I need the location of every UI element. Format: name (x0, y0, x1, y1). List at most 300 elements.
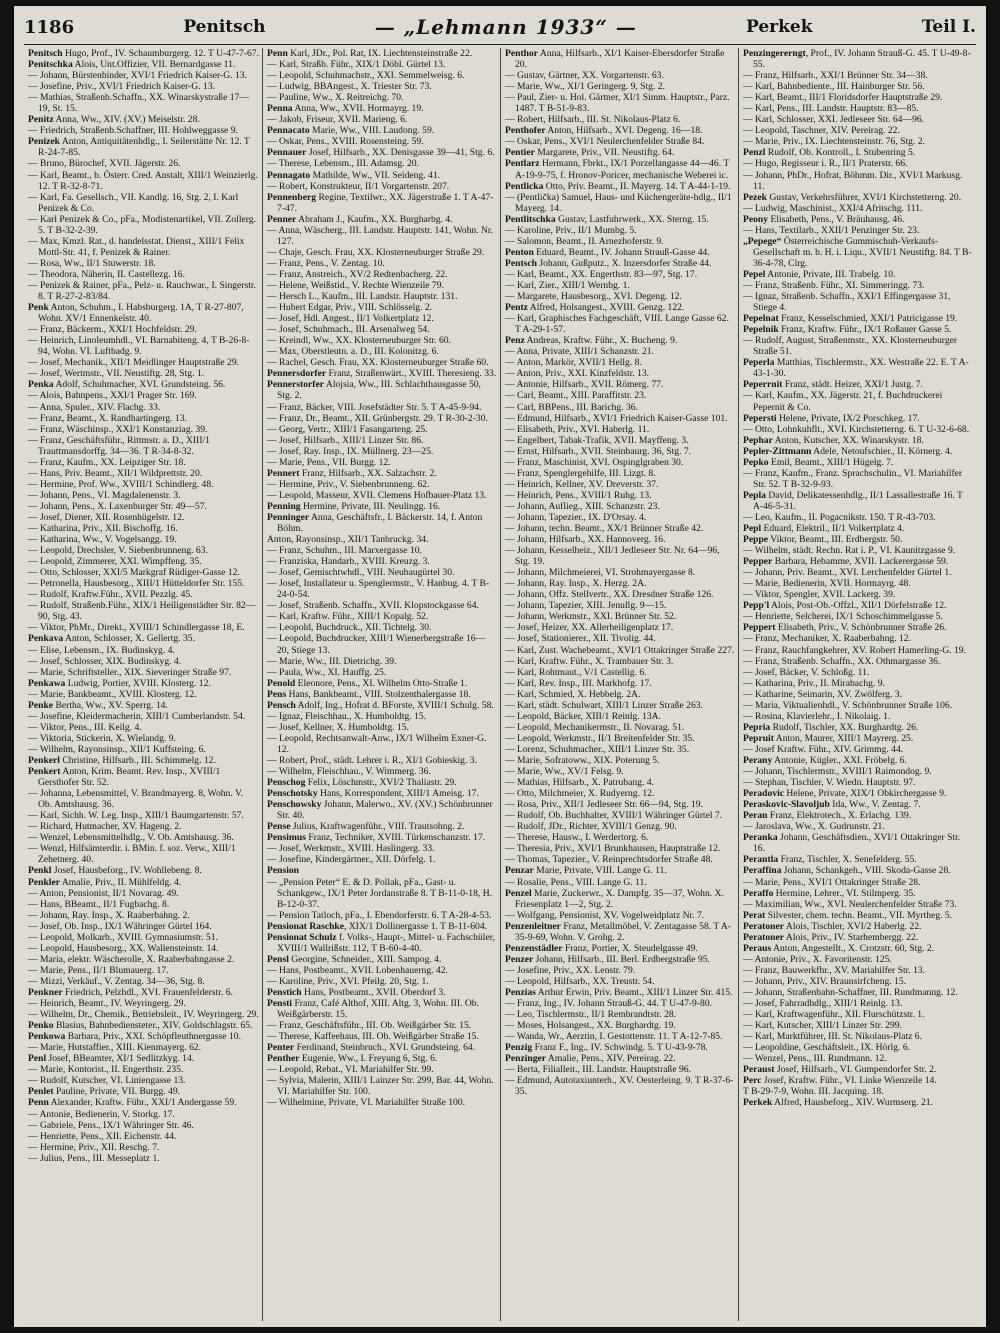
entry-surname: Penka (28, 379, 54, 391)
directory-entry (743, 700, 973, 711)
directory-entry (267, 214, 497, 225)
entry-details: — Bruno, Bürochef, XVII. Jägerstr. 26. (28, 158, 181, 170)
directory-entry (28, 48, 259, 59)
entry-details: — Mathias, Straßenb.Schaffn., XX. Winarskystraße 17—19, St. 15. (28, 92, 249, 115)
entry-details: — Josef, Ob. Insp., IX/1 Währinger Gürtel 164. (28, 920, 212, 932)
entry-details: Matthias, Tischlermstr., XX. Westraße 22. E. T A-43-1-30. (753, 357, 969, 380)
directory-entry (743, 788, 973, 799)
entry-surname: Penthofer (505, 125, 546, 137)
entry-details: — Franz, Spenglergehilfe, III. Lizgt. 8. (505, 467, 656, 479)
directory-entry (28, 523, 259, 534)
entry-details: — Katharina, Priv., II. Mirabachg. 9. (743, 677, 885, 689)
entry-surname: Pensch (267, 699, 296, 711)
directory-entry (28, 1131, 259, 1142)
entry-details: — Karl, Schmied, X. Hebbelg. 2A. (505, 688, 641, 700)
directory-entry (743, 1097, 973, 1108)
entry-details: — Salomon, Beamt., II. Arnezhoferstr. 9. (505, 235, 664, 247)
entry-details: — Otto, Lohnkuhflt., XVI. Kirchstetterng. 6. T U-32-6-68. (743, 423, 970, 435)
directory-entry (28, 932, 259, 943)
entry-details: Helene, Private, IX/2 Porschkeg. 17. (776, 412, 920, 424)
entry-surname: Pennagato (267, 169, 311, 181)
entry-surname: Pennerstorfer (267, 379, 325, 391)
entry-details: — Johann, Offz. Stellvertr., XX. Dresdner Straße 126. (505, 589, 714, 601)
directory-entry (267, 921, 497, 932)
entry-details: — Josefine, Priv., XX. Lenstr. 79. (505, 964, 636, 976)
entry-details: — Hans, Postbeamt., XVII. Lobenhauerng. 42. (267, 964, 448, 976)
entry-surname: Penz (505, 335, 525, 347)
entry-details: Alfred, Holsangest., XVIII. Genzg. 122. (527, 302, 685, 314)
directory-entry (28, 589, 259, 600)
entry-details: — Franz, Ing., IV. Johann Strauß-G. 44. T U-47-9-80. (505, 998, 713, 1010)
entry-details: — Karl, Rohtmaut., V/1 Castellig. 6. (505, 666, 647, 678)
directory-entry (28, 59, 259, 70)
entry-details: — Maximilian, Ww., XVI. Neulerchenfelder Straße 73. (743, 898, 957, 910)
entry-details: Franz, Portier, X. Steudelgasse 49. (562, 942, 698, 954)
directory-entry (505, 678, 735, 689)
entry-details: — Hermine, Priv., XII. Reschg. 7. (28, 1141, 160, 1153)
directory-entry (743, 832, 973, 854)
entry-details: Marie, Ww., VIII. Laudong. 59. (309, 125, 435, 137)
entry-details: — Karl, Zier., XIII/1 Wernbg. 1. (505, 279, 630, 291)
entry-details: Hermann, Fbrkt., IX/1 Porzellangasse 44—46. T A-19-9-75, f. Hronov-Poricer, mechanische Weberei ic. (515, 158, 729, 181)
directory-entry (505, 258, 735, 269)
entry-details: — Carl, Beamt., XIII. Paraffitstr. 23. (505, 390, 647, 402)
directory-entry (505, 523, 735, 534)
entry-details: T B-29-7-9, Wohn. III. Jacquing. 18. (743, 1086, 884, 1098)
entry-details: — Pension Tatloch, pFa., I. Ebendorferstr. 6. T A-28-4-53. (267, 909, 492, 921)
entry-details: Franz, Kesselschmied, XXI/1 Patricigasse 19. (778, 313, 958, 325)
entry-details: Franz, Tischler, X. Senefelderg. 55. (778, 854, 917, 866)
directory-entry (743, 755, 973, 766)
directory-entry (743, 810, 973, 821)
directory-entry (505, 633, 735, 644)
entry-details: — Franz, Geschäftsführ., III. Ob. Weißgärber Str. 15. (267, 1020, 472, 1032)
entry-surname: Peperla (743, 357, 775, 369)
directory-entry (743, 733, 973, 744)
entry-details: — Karl, städt. Schulwart, XIII/1 Linzer Straße 263. (505, 699, 703, 711)
entry-details: — Maria, Viktualienhdl., V. Schönbrunner Straße 106. (743, 699, 953, 711)
entry-details: Johann, Gußputz., X. Inzersdorfer Straße 44. (536, 257, 712, 269)
directory-entry (28, 1042, 259, 1053)
directory-entry (743, 280, 973, 291)
entry-surname: Pennauer (267, 147, 307, 159)
directory-entry (743, 965, 973, 976)
entry-details: — Oskar, Pens., XVIII. Rosensteing. 59. (267, 136, 424, 148)
entry-surname: Peraskovic-Slavoljub (743, 799, 830, 811)
entry-details: — Maria, elektr. Wäscherolle, X. Raaberbahngasse 2. (28, 953, 235, 965)
directory-entry (743, 877, 973, 888)
entry-surname: Perantla (743, 854, 779, 866)
entry-surname: Penkava (28, 633, 64, 645)
directory-entry (28, 512, 259, 523)
directory-entry (743, 357, 973, 379)
directory-entry (28, 556, 259, 567)
entry-details: Karl, JDr., Pol. Rat, IX. Liechtensteinstraße 22. (287, 48, 473, 59)
entry-details: — Ernst, Hilfsarb., XVII. Steinbaurg. 36, Stg. 7. (505, 445, 692, 457)
directory-entry (28, 755, 259, 766)
entry-surname: Perany (743, 755, 773, 766)
directory-entry (28, 1020, 259, 1031)
directory-entry (505, 1053, 735, 1064)
entry-details: — Antonie, Priv., X. Favoritenstr. 125. (743, 953, 892, 965)
directory-entry (505, 490, 735, 501)
entry-details: Anton, Maurer, XIII/1 Mayrerg. 25. (773, 732, 914, 744)
entry-surname: Pens (267, 688, 287, 700)
entry-surname: Penzer (505, 953, 534, 965)
entry-details: — Otto, Schlosser, XXI/5 Markgraf Rüdiger-Gasse 12. (28, 567, 240, 579)
directory-entry (743, 81, 973, 92)
directory-entry (505, 545, 735, 567)
directory-entry (28, 1097, 259, 1108)
entry-surname: Perc (743, 1075, 762, 1087)
directory-entry (267, 678, 497, 689)
directory-entry (28, 899, 259, 910)
entry-details: — Julius, Pens., III. Messeplatz 1. (28, 1152, 160, 1164)
entry-details: — Viktor, Pens., III. Keilg. 4. (28, 721, 142, 733)
entry-details: — Jaroslava, Ww., X. Gudrunstr. 21. (743, 821, 885, 833)
entry-details: — Berta, Filialleit., III. Landstr. Hauptstraße 96. (505, 1064, 691, 1076)
entry-details: — Johann, Ray. Insp., X. Raaberbahng. 2. (28, 909, 190, 921)
directory-entry (505, 888, 735, 910)
directory-entry (28, 357, 259, 368)
entry-details: — Lorenz, Schuhmacher., XIII/1 Linzer Str. 35. (505, 743, 690, 755)
directory-entry (505, 611, 735, 622)
directory-entry (505, 910, 735, 921)
entry-details: Anton, Antiquitätenhdlg., I. Seilerstätte Nr. 12. T R-24-7-85. (38, 136, 250, 159)
directory-entry (743, 324, 973, 335)
header-rule (24, 44, 976, 45)
directory-entry (267, 1031, 497, 1042)
entry-details: Helene, Private, XIX/1 Obkirchergasse 9. (784, 788, 947, 800)
entry-details: Franz, Straßenwärt., XVIII. Theresieng. 33. (326, 368, 497, 380)
entry-details: Elisabeth, Priv., V. Schönbrunner Straße 26. (775, 622, 947, 634)
directory-entry (505, 987, 735, 998)
directory-entry (28, 910, 259, 921)
directory-entry (267, 468, 497, 479)
entry-details: — Leopold, Schuhmachstr., XXI. Semmelweisg. 6. (267, 70, 465, 82)
directory-entry (28, 954, 259, 965)
entry-surname: Peraus (743, 942, 772, 954)
entry-details: — Johanna, Lebensmittel, V. Brandmayerg. 8, Wohn. V. Ob. Amtshausg. 36. (28, 788, 244, 811)
directory-entry (267, 722, 497, 733)
directory-entry (743, 192, 973, 203)
entry-surname: Peratoner (743, 920, 785, 932)
column-1 (24, 48, 262, 1321)
directory-entry (505, 280, 735, 291)
entry-details: — Wenzel, Lebensmittelhdlg., V. Ob. Amtshausg. 36. (28, 832, 234, 844)
directory-entry (28, 335, 259, 357)
entry-surname: Penzias (505, 986, 536, 998)
entry-details: — Karl, Fa. Gesellsch., VII. Kandlg. 16, Stg. 2, I. Karl Penizek & Co. (28, 191, 239, 214)
left-keyword: Penitsch (183, 17, 266, 37)
entry-details: — Rudolf, Kraftw.Führ., XVII. Pezzlg. 45. (28, 589, 193, 601)
entry-surname: Penter (267, 1042, 295, 1054)
directory-entry (743, 147, 973, 158)
directory-entry (267, 457, 497, 468)
entry-details: — Stephan, Tischler, V. Wiedn. Hauptstr. 97. (743, 777, 916, 789)
entry-details: — Heinrich, Linoleumhdl., VI. Barnabiteng. 4, T B-26-8-94, Wohn. VI. Luftbadg. 9. (28, 335, 250, 358)
entry-details: — Theresia, Priv., XVI/1 Brunkhausen, Hauptstraße 12. (505, 843, 721, 855)
directory-entry (505, 1075, 735, 1097)
directory-entry (743, 943, 973, 954)
entry-details: — Rosalie, Pens., VIII. Lange G. 11. (505, 876, 647, 888)
directory-entry (505, 1042, 735, 1053)
entry-details: — Karl, Beamt., III/1 Floridsdorfer Hauptstraße 29. (743, 92, 943, 104)
directory-entry (28, 877, 259, 888)
entry-details: — Johann, Priv. Beamt., XVI. Lerchenfelder Gürtel 1. (743, 567, 952, 579)
entry-details: — Josef Kraftw. Führ., XIV. Grimmg. 44. (743, 743, 904, 755)
directory-entry (28, 258, 259, 269)
directory-entry (28, 1064, 259, 1075)
entry-surname: Penstich (267, 986, 302, 998)
entry-details: Johann, Hilfsarb., III. Berl. Erdbergstraße 95. (533, 953, 710, 965)
entry-details: — Karl, Bahnbediente., III. Hainburger Str. 56. (743, 81, 925, 93)
entry-details: — Ignaz, Fleischhau., X. Humboldtg. 15. (267, 710, 427, 722)
entry-details: — Johann, Werkmstr., XXI. Brünner Str. 52. (505, 611, 677, 623)
entry-details: Johann, Schankgeh., VIII. Skoda-Gasse 28. (781, 865, 951, 877)
directory-entry (743, 976, 973, 987)
entry-details: — Hubert Edgar, Priv., VIII. Schlösselg. 2. (267, 302, 433, 314)
entry-details: Rudolf, Ob. Kontroll., I. Stubenring 5. (765, 147, 916, 159)
directory-entry (267, 854, 497, 865)
entry-surname: Pepria (743, 721, 771, 733)
directory-entry (505, 755, 735, 766)
directory-entry (743, 70, 973, 81)
entry-details: David, Delikatessenhdlg., II/1 Lassallestraße 16. T A-46-5-31. (753, 489, 963, 512)
directory-entry (28, 490, 259, 501)
directory-entry (267, 280, 497, 291)
directory-entry (743, 545, 973, 556)
directory-entry (505, 656, 735, 667)
entry-surname: Penner (267, 213, 297, 225)
directory-entry (267, 424, 497, 435)
entry-details: — Hermine, Prof. Ww., XVIII/1 Schindlerg. 48. (28, 478, 214, 490)
directory-entry (505, 965, 735, 976)
entry-details: , XIX/1 Dollinergasse 1. T B-11-604. (344, 920, 488, 932)
entry-surname: Penzig (505, 1042, 533, 1054)
entry-surname: Pensti (267, 998, 293, 1010)
entry-details: — Leopold, Molkarb., XVIII. Gymnasiumstr. 51. (28, 931, 218, 943)
entry-details: Franz, Elektrotech., X. Erlachg. 139. (767, 810, 912, 822)
directory-entry (505, 843, 735, 854)
directory-entry (743, 578, 973, 589)
page-title: — „Lehmann 1933“ — (374, 15, 637, 39)
entry-details: — Marie, Pens., XVI/1 Ottakringer Straße 28. (743, 876, 921, 888)
entry-details: Rudolf, Tischler, XX. Burghardtg. 26. (770, 721, 919, 733)
directory-entry (505, 1009, 735, 1020)
entry-details: Emil, Beamt., XIII/1 Hügelg. 7. (768, 456, 894, 468)
directory-entry (267, 832, 497, 843)
entry-surname: Pezek (743, 191, 767, 203)
directory-entry (743, 424, 973, 435)
directory-entry (505, 457, 735, 468)
directory-entry (505, 346, 735, 357)
entry-details: Eleonore, Pens., XI. Wilhelm Otto-Straße 1. (295, 677, 468, 689)
directory-entry (267, 954, 497, 965)
entry-surname: Pepruit (743, 732, 774, 744)
entry-surname: Penninger (267, 511, 310, 523)
right-keyword: Perkek (746, 17, 813, 37)
entry-details: — Karl Penizek & Co., pFa., Modistenartikel, VII. Zollerg. 5. T B-32-2-39. (28, 213, 256, 236)
directory-entry (743, 567, 973, 578)
directory-entry (267, 998, 497, 1020)
directory-entry (505, 225, 735, 236)
directory-entry (505, 667, 735, 678)
directory-entry (743, 457, 973, 468)
entry-surname: Penschog (267, 777, 306, 789)
directory-entry (743, 888, 973, 899)
entry-details: — Johann, Pens., VI. Magdalenenstr. 3. (28, 489, 181, 501)
directory-entry (743, 656, 973, 667)
entry-surname: Pensionat Schulz (267, 931, 337, 943)
entry-details: — Marie, Bedienerin, XVII. Hormayrg. 48. (743, 578, 911, 590)
directory-entry (28, 689, 259, 700)
entry-surname: „Pepege“ (743, 235, 782, 247)
directory-entry (28, 711, 259, 722)
entry-surname: Peppe (743, 534, 769, 546)
entry-details: — Franz, Kaufm., XX. Leipziger Str. 18. (28, 456, 186, 468)
entry-details: Franz F., Ing., IV. Schwindg. 5. T U-43-9-78. (532, 1042, 708, 1054)
entry-surname: Penko (28, 1020, 54, 1032)
directory-entry (505, 700, 735, 711)
directory-entry (505, 291, 735, 302)
directory-entry (505, 158, 735, 180)
entry-details: — Therese, Lebensm., III. Adamsg. 20. (267, 158, 419, 170)
entry-details: — Wilhelm, städt. Rechn. Rat i. P., VI. Kaunitzgasse 9. (743, 545, 956, 557)
directory-entry (267, 158, 497, 169)
entry-surname: Penzel (505, 887, 532, 899)
entry-details: — Karl, Straßb. Führ., XIX/1 Döbl. Gürtel 13. (267, 59, 446, 71)
directory-entry (743, 865, 973, 876)
directory-entry (28, 158, 259, 169)
directory-entry (743, 821, 973, 832)
directory-entry (743, 1031, 973, 1042)
entry-surname: Penschotsky (267, 788, 318, 800)
directory-entry (28, 368, 259, 379)
directory-entry (267, 170, 497, 181)
entry-details: — Johann, PhDr., Hofrat, Böhmm. Dir., XVI/1 Markusg. 11. (743, 169, 963, 192)
directory-entry (28, 379, 259, 390)
entry-details: Anna, Hilfsarb., XI/1 Kaiser-Ebersdorfer Straße 20. (515, 48, 725, 71)
entry-surname: Pepelnat (743, 313, 779, 325)
entry-details: — Helene, Weißstid., V. Rechte Wienzeile 79. (267, 279, 444, 291)
entry-details: — Wilhelm, Rayonsinsp., XII/1 Kuffsteing. 6. (28, 743, 206, 755)
entry-details: — Mathias, Hilfsarb., X. Patrubang. 4. (505, 777, 654, 789)
entry-details: — Wanda, Wr., Aerztin, I. Gestottenstr. 11. T A-12-7-85. (505, 1031, 723, 1043)
directory-entry (505, 998, 735, 1009)
directory-entry (28, 766, 259, 788)
entry-surname: Pentlicka (505, 180, 544, 192)
directory-entry (267, 611, 497, 622)
entry-details: Antonie, Kügler., XXI. Fröbelg. 6. (772, 755, 907, 766)
directory-entry (28, 390, 259, 401)
entry-details: — Anton, Markör, XVII/1 Hellg. 8. (505, 357, 642, 369)
entry-surname: Penning (267, 500, 301, 512)
entry-details: — Viktor, Spengler, XVII. Lackerg. 39. (743, 589, 896, 601)
entry-details: Anna, Ww., XVII. Hormayrg. 19. (292, 103, 424, 115)
entry-surname: Penke (28, 699, 54, 711)
directory-entry (28, 501, 259, 512)
directory-entry (505, 689, 735, 700)
directory-entry (267, 103, 497, 114)
directory-entry (505, 921, 735, 943)
entry-surname: Penizek (28, 136, 60, 148)
directory-entry (267, 446, 497, 457)
directory-entry (28, 534, 259, 545)
directory-entry (505, 81, 735, 92)
directory-entry (743, 921, 973, 932)
entry-details: — Robert, Prof., städt. Lehrer i. R., XI/1 Gobieskig. 3. (267, 755, 477, 766)
entry-surname: Penk (28, 302, 49, 314)
entry-details: — Georg, Vertr., XIII/1 Fasangarteng. 25. (267, 423, 428, 435)
entry-surname: Penkler (28, 876, 60, 888)
directory-entry (28, 987, 259, 998)
entry-details: — Elisabeth, Priv., XVI. Haberlg. 11. (505, 423, 650, 435)
entry-details: — Margarete, Hausbesorg., XVI. Degeng. 12. (505, 291, 682, 303)
entry-details: Friedrich, Pelzhdl., XVI. Frauenfelderstr. 6. (62, 986, 233, 998)
entry-details: — Josef, Wertmstr., VII. Neustiftg. 28, Stg. 1. (28, 368, 205, 380)
entry-details: — Edmund, Autotaxiunterh., XV. Oesterleing. 9. T R-37-6-35. (505, 1075, 734, 1098)
directory-entry (267, 545, 497, 556)
entry-details: — Ludwig, Maschinist., XXI/4 Afritschg. 111. (743, 202, 923, 214)
entry-details: — Henriette, Selcherei, IX/1 Schoschimmelgasse 5. (743, 611, 943, 623)
entry-surname: Pepl (743, 523, 762, 535)
entry-details: Marie, Zuckerwr., X. Dampfg. 35—37, Wohn. X. Friesenplatz 1—2, Stg. 2. (515, 887, 724, 910)
directory-entry (505, 357, 735, 368)
directory-entry (28, 667, 259, 678)
entry-surname: Penl (28, 1053, 47, 1065)
entry-details: Abraham J., Kaufm., XX. Burgharbg. 4. (296, 213, 453, 225)
directory-entry (743, 600, 973, 611)
entry-details: — Anton, Pensionist, II/1 Novarag. 49. (28, 887, 179, 899)
directory-entry (505, 954, 735, 965)
entry-details: — Wolfgang, Pensionist, XV. Vogelweidplatz Nr. 7. (505, 909, 705, 921)
directory-entry (505, 446, 735, 457)
entry-details: — Franz, Bäckerm., XXI/1 Hochfeldstr. 29. (28, 324, 197, 336)
directory-entry (743, 48, 973, 70)
entry-details: — Anna, Spuler., XIV. Flachg. 33. (28, 401, 161, 413)
entry-surname: Penna (267, 103, 293, 115)
entry-details: Blasius, Bahnbediensteter., XIV. Goldschlagstr. 65. (53, 1020, 253, 1032)
entry-details: — Ludwig, BBAngest., X. Triester Str. 73. (267, 81, 432, 93)
directory-entry (505, 92, 735, 114)
entry-details: — Heinrich, Kellner, XV. Dreverstr. 37. (505, 478, 659, 490)
directory-entry (505, 413, 735, 424)
directory-entry (267, 335, 497, 346)
directory-entry (28, 1075, 259, 1086)
entry-details: — Karl, Schlosser, XXI. Jedleseer Str. 64—96. (743, 114, 925, 126)
entry-details: — Franz, Wäschinsp., XXI/1 Konstanziag. 39. (28, 423, 208, 435)
entry-details: Johann, Geschäftsdien., XVI/1 Ottakringer Str. 16. (753, 832, 961, 855)
entry-surname: Peperrnit (743, 379, 783, 391)
entry-details: Gustav, Lastfuhrwerk., XX. Sterng. 15. (555, 213, 709, 225)
entry-details: Silvester, chem. techn. Beamt., VII. Myrtheg. 5. (765, 909, 953, 921)
directory-entry (743, 722, 973, 733)
directory-entry (743, 214, 973, 225)
directory-entry (505, 192, 735, 214)
directory-entry (267, 987, 497, 998)
directory-entry (743, 777, 973, 788)
entry-details: Alois, Tischler, XVI/2 Haberlg. 22. (784, 920, 922, 932)
entry-surname: Penn (28, 1097, 49, 1109)
entry-details: — Petronella, Hausbesorg., XIII/1 Hütteldorfer Str. 155. (28, 578, 245, 590)
entry-surname: Pephar (743, 434, 773, 446)
entry-details: — Karl, Marktführer, III. St. Nikolaus-Platz 6. (743, 1031, 922, 1043)
directory-entry (267, 633, 497, 655)
entry-details: — Franz, Mechaniker, X. Raaberbahng. 12. (743, 633, 911, 645)
directory-entry (505, 766, 735, 777)
entry-details: — Katharina, Priv., XII. Bischoffg. 16. (28, 523, 178, 535)
